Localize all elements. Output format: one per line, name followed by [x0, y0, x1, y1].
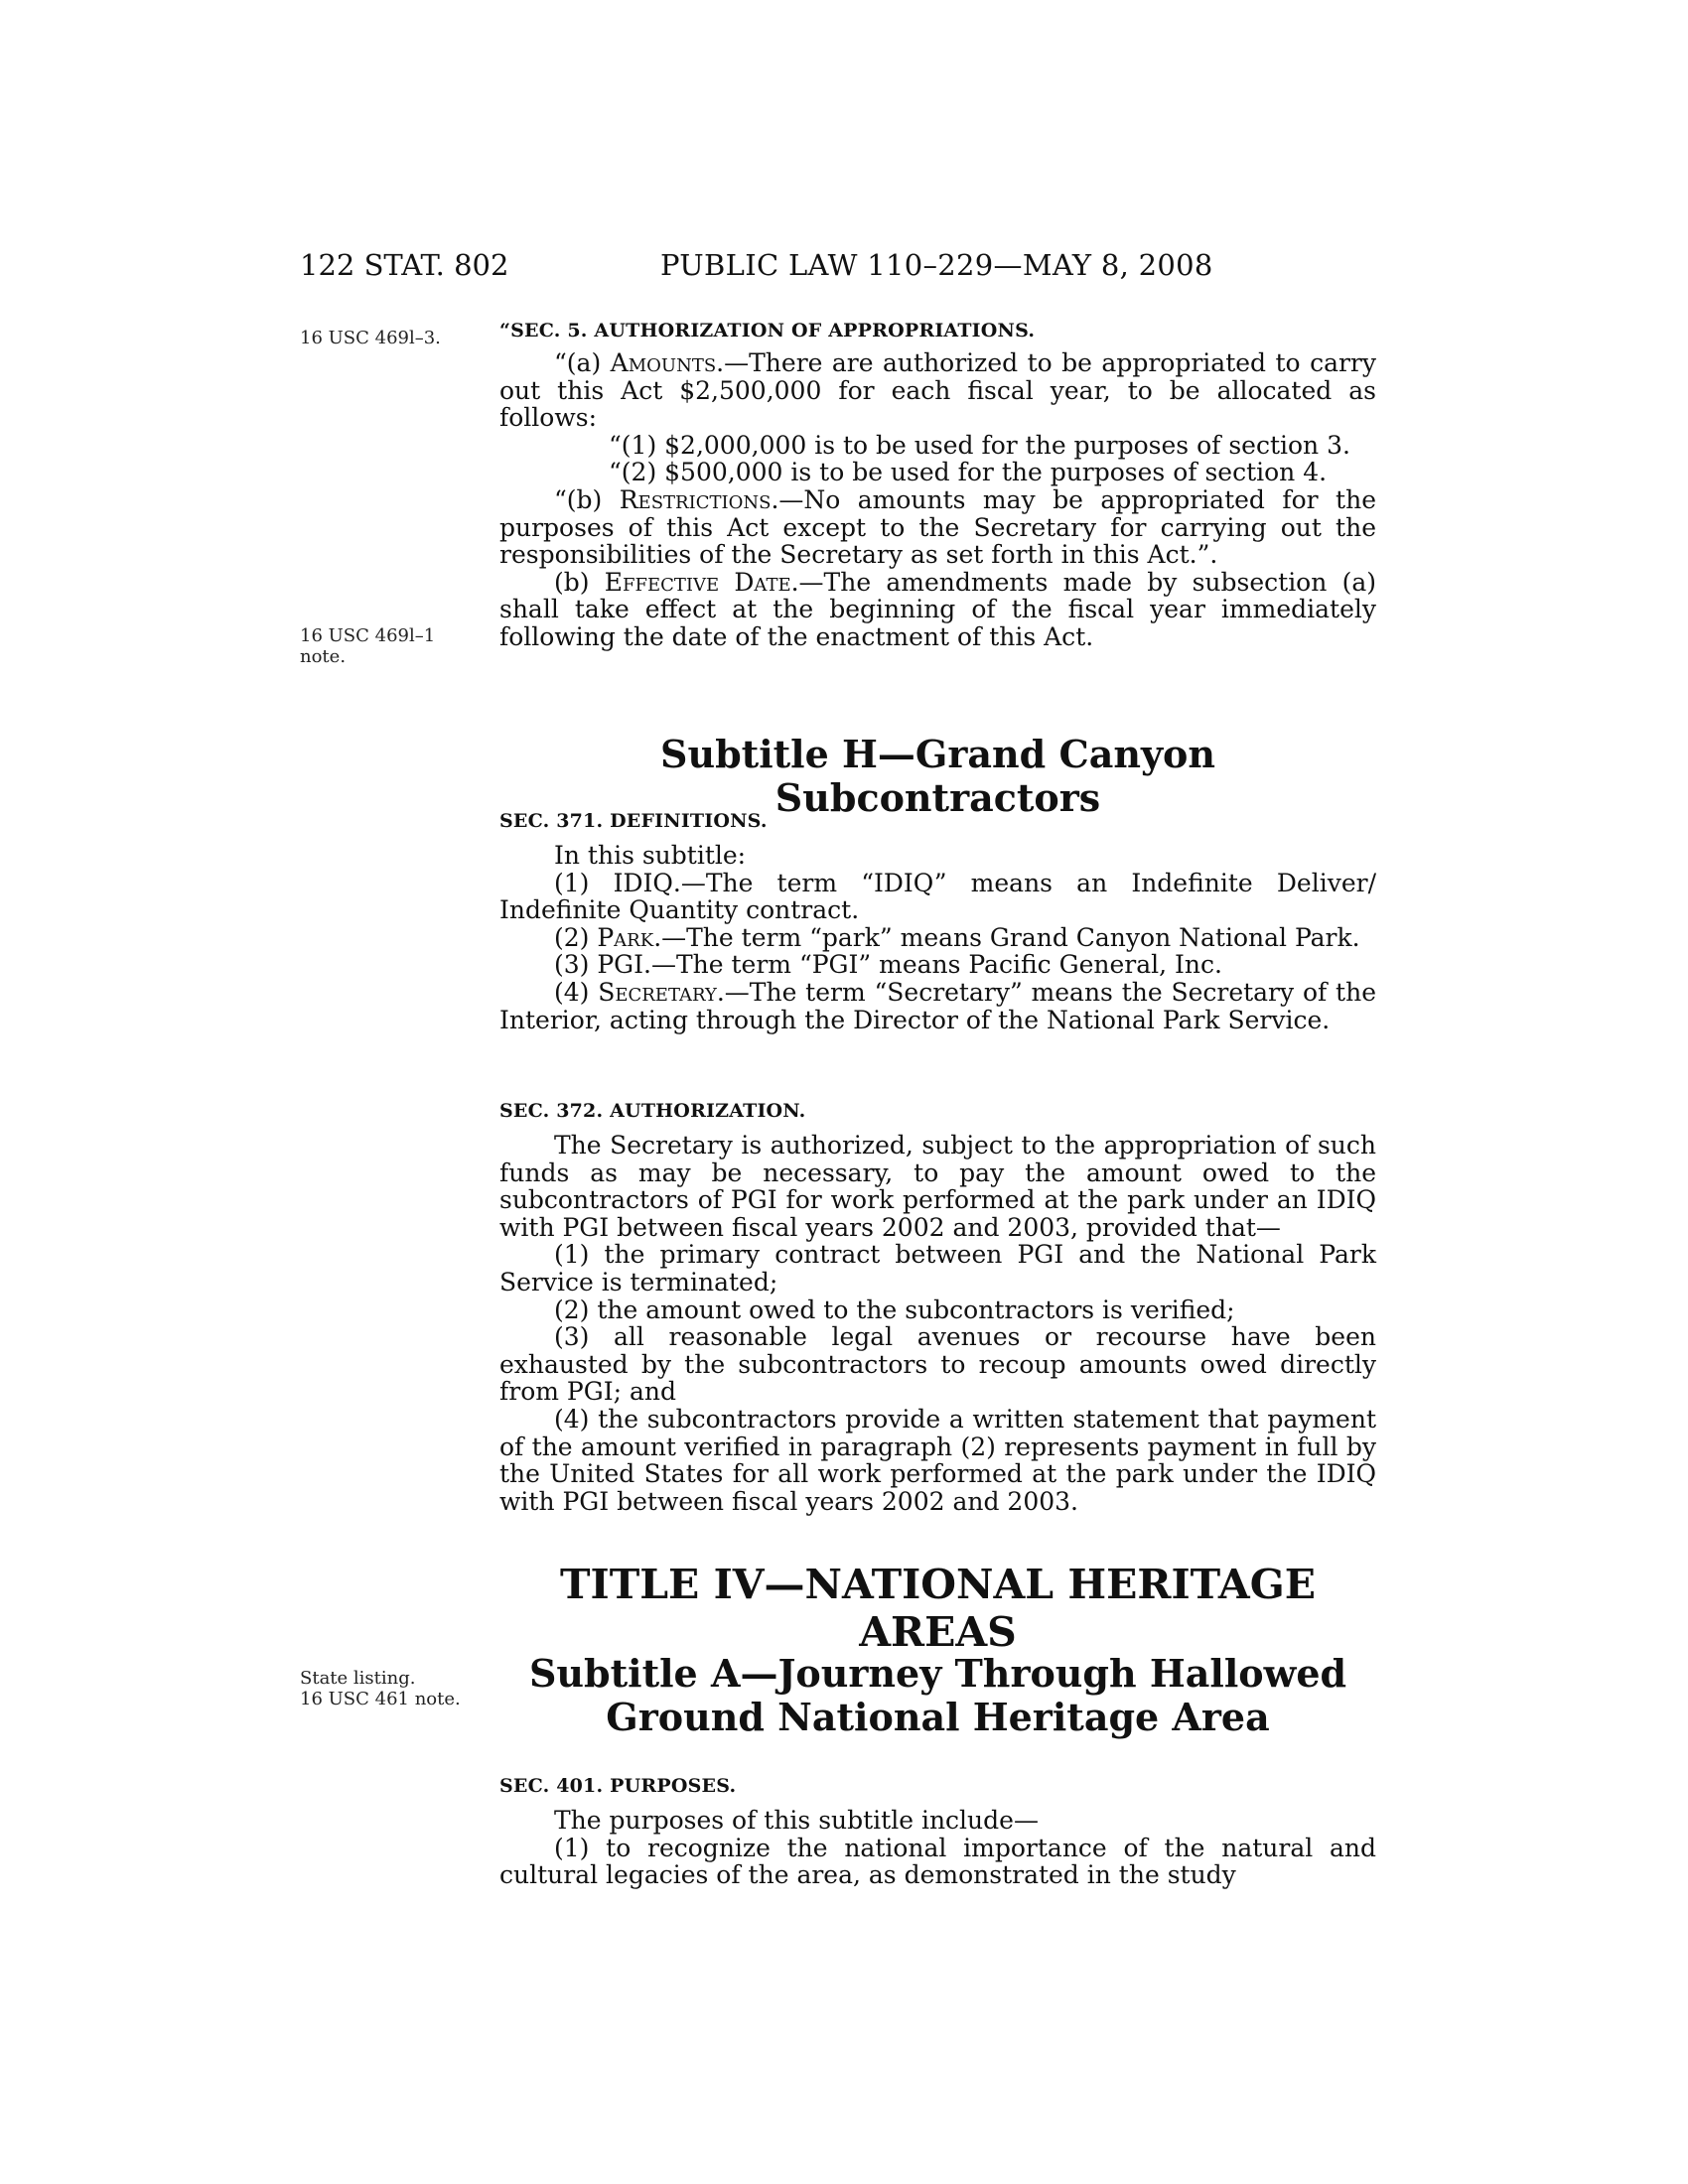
margin-note-line: 16 USC 469l–1: [300, 625, 436, 646]
subtitle-heading: Subtitle H—Grand Canyon Subcontractors: [660, 732, 1215, 820]
sec372-body: [499, 1132, 1376, 1515]
sec371-body: [499, 842, 1376, 1033]
paragraph-amounts-2: “(2) $500,000 is to be used for the purposes of section 4.: [609, 458, 1328, 487]
margin-note-usc-citation: 16 USC 469l–3.: [300, 328, 441, 348]
margin-note-line: note.: [300, 646, 347, 667]
running-head: PUBLIC LAW 110–229—MAY 8, 2008: [660, 248, 1213, 282]
condition-2: (2) the amount owed to the subcontractors is verified;: [554, 1295, 1235, 1324]
purposes-intro: The purposes of this subtitle include—: [554, 1806, 1039, 1835]
authorization-intro: The Secretary is authorized, subject to the appropriation of such funds as may be necessary, to pay the amount owed to the subcontractors of PGI for work performed at the park under an IDIQ with PGI between fiscal years 2002 and 2003, provided that—: [499, 1131, 1376, 1242]
section-heading: SEC. 401. PURPOSES.: [499, 1775, 737, 1797]
subtitle-line: Ground National Heritage Area: [606, 1695, 1270, 1739]
purpose-1: (1) to recognize the national importance of the natural and cultural legacies of the area, as demonstrated in the study: [499, 1833, 1376, 1890]
margin-note-line: State listing.: [300, 1668, 416, 1689]
sec401-body: [499, 1807, 1376, 1889]
margin-note-line: 16 USC 461 note.: [300, 1689, 461, 1709]
condition-1: (1) the primary contract between PGI and the National Park Service is terminated;: [499, 1240, 1376, 1297]
definition-idiq: (1) IDIQ.—The term “IDIQ” means an Indefinite Deliver/ Indefinite Quantity contract.: [499, 868, 1376, 925]
condition-3: (3) all reasonable legal avenues or recourse have been exhausted by the subcontractors to recoup amounts owed directly from PGI; and: [499, 1322, 1376, 1407]
sec5-body: [499, 349, 1376, 651]
section-heading: SEC. 371. DEFINITIONS.: [499, 810, 768, 832]
section-heading: “SEC. 5. AUTHORIZATION OF APPROPRIATIONS.: [499, 320, 1036, 341]
definitions-intro: In this subtitle:: [554, 841, 747, 870]
subtitle-line: Subtitle A—Journey Through Hallowed: [528, 1651, 1347, 1696]
title-heading: TITLE IV—NATIONAL HERITAGE AREAS: [560, 1561, 1316, 1656]
definition-secretary: (4) Secretary.—The term “Secretary” means the Secretary of the Interior, acting through the Director of the National Park Service.: [499, 977, 1376, 1034]
subtitle-heading: [499, 1652, 1376, 1739]
paragraph-amounts-1: “(1) $2,000,000 is to be used for the purposes of section 3.: [609, 430, 1350, 460]
condition-4: (4) the subcontractors provide a written statement that payment of the amount verified in paragraph (2) represents payment in full by the United States for all work performed at the park under the IDIQ with PGI between fiscal years 2002 and 2003.: [499, 1404, 1376, 1516]
paragraph-effective-date: (b) Effective Date.—The amendments made by subsection (a) shall take effect at the beginning of the fiscal year immediately following the date of the enactment of this Act.: [499, 567, 1376, 651]
paragraph-amounts: “(a) Amounts.—There are authorized to be appropriated to carry out this Act $2,500,000 for each fiscal year, to be allocated as follows:: [499, 348, 1377, 433]
page-stat-number: 122 STAT. 802: [300, 248, 509, 282]
margin-note-usc-note: [300, 625, 435, 667]
definition-pgi: (3) PGI.—The term “PGI” means Pacific General, Inc.: [554, 950, 1222, 980]
margin-note-state-listing: [300, 1668, 461, 1709]
definition-park: (2) Park.—The term “park” means Grand Canyon National Park.: [554, 922, 1360, 952]
paragraph-restrictions: “(b) Restrictions.—No amounts may be appropriated for the purposes of this Act except to the Secretary for carrying out the responsibilities of the Secretary as set forth in this Act.”.: [499, 484, 1376, 570]
section-heading: SEC. 372. AUTHORIZATION.: [499, 1100, 806, 1122]
